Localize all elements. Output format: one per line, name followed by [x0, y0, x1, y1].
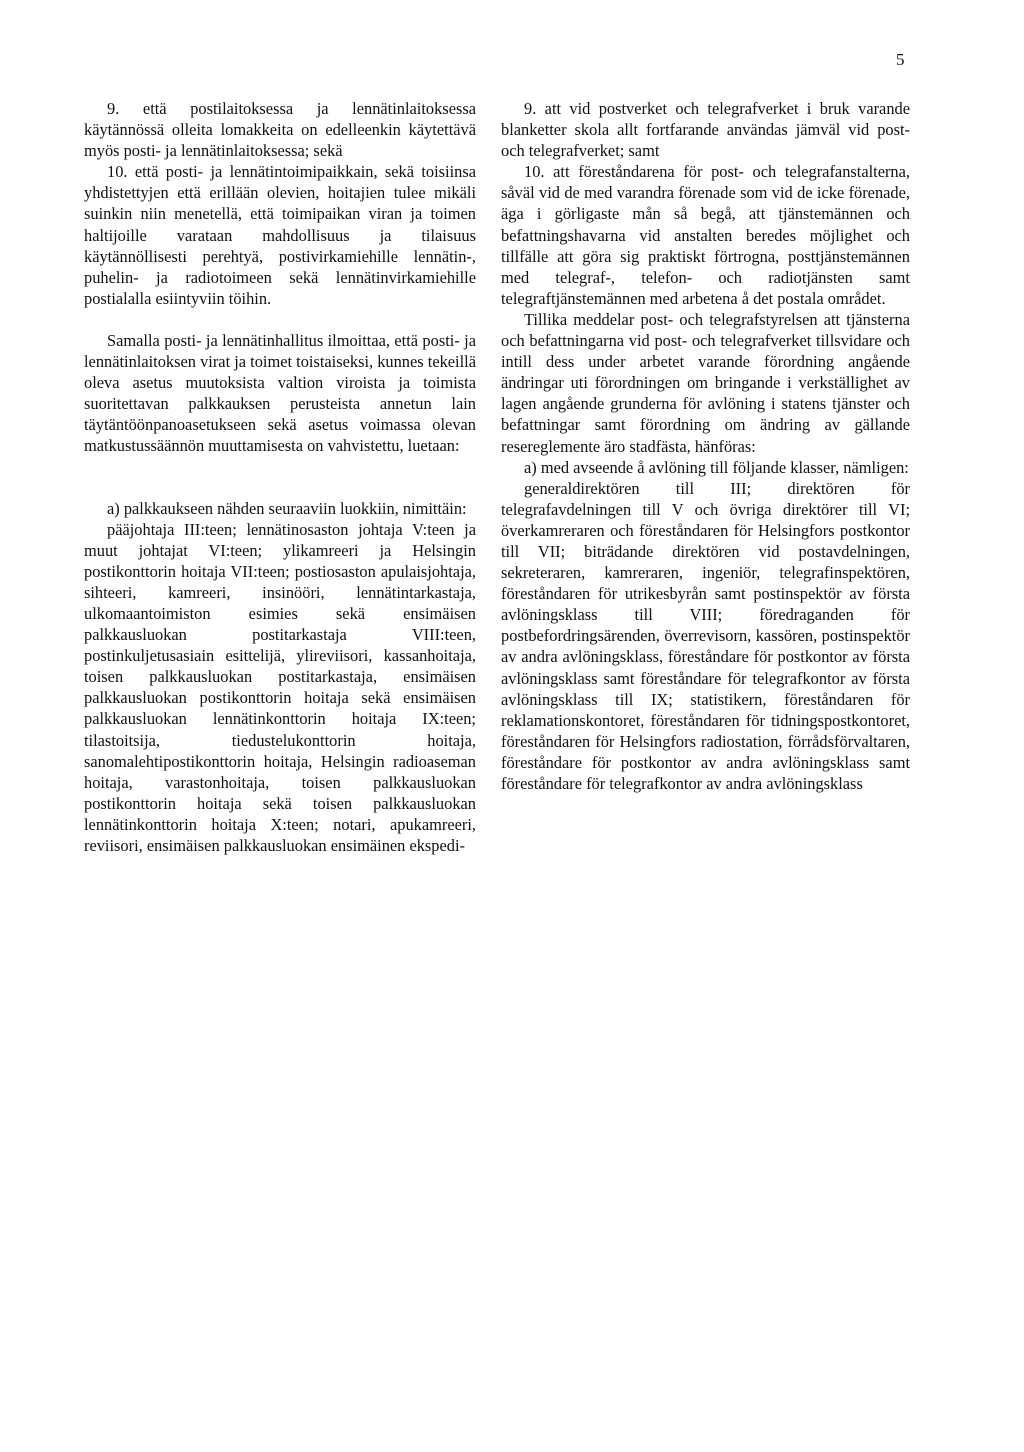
- finnish-item-10: 10. että posti- ja lennätintoimipaikkain, sekä toisiinsa yhdistettyjen että erillään olevien, hoitajien tulee mikäli suinkin niin menetellä, että toimipaikan viran ja toimen haltijoille varataan mahdollisuus ja tilaisuus käytännöllisesti perehtyä, postivirkamiehille lennätin-, puhelin- ja radiotoimeen sekä lennätinvirkamiehille postialalla esiintyviin töihin.: [84, 162, 476, 308]
- swedish-item-10: 10. att föreståndarena för post- och telegrafanstalterna, såväl vid de med varandra förenade som vid de icke förenade, äga i görligaste mån så begå, att tjänstemännen och befattningshavarna vid anstalten beredes möjlighet och tillfälle att göra sig praktiskt förtrogna, posttjänstemännen med telegraf-, telefon- och radiotjänsten samt telegraftjänstemännen med arbetena å det postala området.: [501, 162, 910, 308]
- finnish-item-9: 9. että postilaitoksessa ja lennätinlaitoksessa käytännössä olleita lomakkeita on edelleenkin käytettävä myös posti- ja lennätinlaitoksessa; sekä: [84, 99, 476, 161]
- swedish-item-a-list: generaldirektören till III; direktören för telegrafavdelningen till V och övriga direktörer till VI; överkamreraren och föreståndaren för Helsingfors postkontor till VII; biträdande direktören vid postavdelningen, sekreteraren, kamreraren, ingeniör, telegrafinspektören, föreståndaren för utrikesbyrån samt postinspektör av första avlöningsklass till VIII; föredraganden för postbefordringsärenden, överrevisorn, kassören, postinspektör av andra avlöningsklass, föreståndare för postkontor av första avlöningsklass samt föreståndare för telegrafkontor av första avlöningsklass till IX; statistikern, föreståndaren för reklamationskontoret, föreståndaren för tidningspostkontoret, föreståndaren för Helsingfors radiostation, förrådsförvaltaren, föreståndare för postkontor av andra avlöningsklass samt föreståndare för telegrafkontor av andra avlöningsklass: [501, 478, 910, 793]
- finnish-item-a-intro: a) palkkaukseen nähden seuraaviin luokkiin, nimittäin:: [107, 498, 467, 518]
- page-number: 5: [896, 50, 905, 69]
- swedish-item-a-intro: a) med avseende å avlöning till följande klasser, nämligen:: [524, 457, 909, 477]
- swedish-item-9: 9. att vid postverket och telegrafverket i bruk varande blanketter skola allt fortfarande användas jämväl vid post- och telegrafverket; samt: [501, 99, 910, 161]
- finnish-column: [84, 98, 476, 856]
- finnish-item-a-list: pääjohtaja III:teen; lennätinosaston johtaja V:teen ja muut johtajat VI:teen; ylikamreeri ja Helsingin postikonttorin hoitaja VII:teen; postiosaston apulaisjohtaja, sihteeri, kamreeri, insinööri, lennätintarkastaja, ulkomaantoimiston esimies sekä ensimäisen palkkausluokan postitarkastaja VIII:teen, postinkuljetusasiain esittelijä, ylireviisori, kassanhoitaja, toisen palkkausluokan postitarkastaja, ensimäisen palkkausluokan postikonttorin hoitaja sekä ensimäisen palkkausluokan lennätinkonttorin hoitaja IX:teen; tilastoitsija, tiedustelukonttorin hoitaja, sanomalehtipostikonttorin hoitaja, Helsingin radioaseman hoitaja, varastonhoitaja, toisen palkkausluokan postikonttorin hoitaja sekä toisen palkkausluokan lennätinkonttorin hoitaja X:teen; notari, apukamreeri, reviisori, ensimäisen palkkausluokan ensimäinen ekspedi-: [84, 519, 476, 855]
- finnish-announcement: Samalla posti- ja lennätinhallitus ilmoittaa, että posti- ja lennätinlaitoksen virat ja toimet toistaiseksi, kunnes tekeillä oleva asetus muutoksista valtion viroista ja toimista suoritettavan palkkauksen perusteista annetun lain täytäntöönpanoasetukseen sekä asetus voimassa olevan matkustussäännön muuttamisesta on vahvistettu, luetaan:: [84, 330, 476, 456]
- swedish-announcement: Tillika meddelar post- och telegrafstyrelsen att tjänsterna och befattningarna vid post- och telegrafverket tillsvidare och intill dess under arbetet varande förordning angående ändringar uti förordningen om bringande i verkställighet av lagen angående grunderna för avlöning i statens tjänster och befattningar samt förordning om ändring av gällande resereglemente äro stadfästa, hänföras:: [501, 309, 910, 456]
- swedish-column: [501, 98, 910, 794]
